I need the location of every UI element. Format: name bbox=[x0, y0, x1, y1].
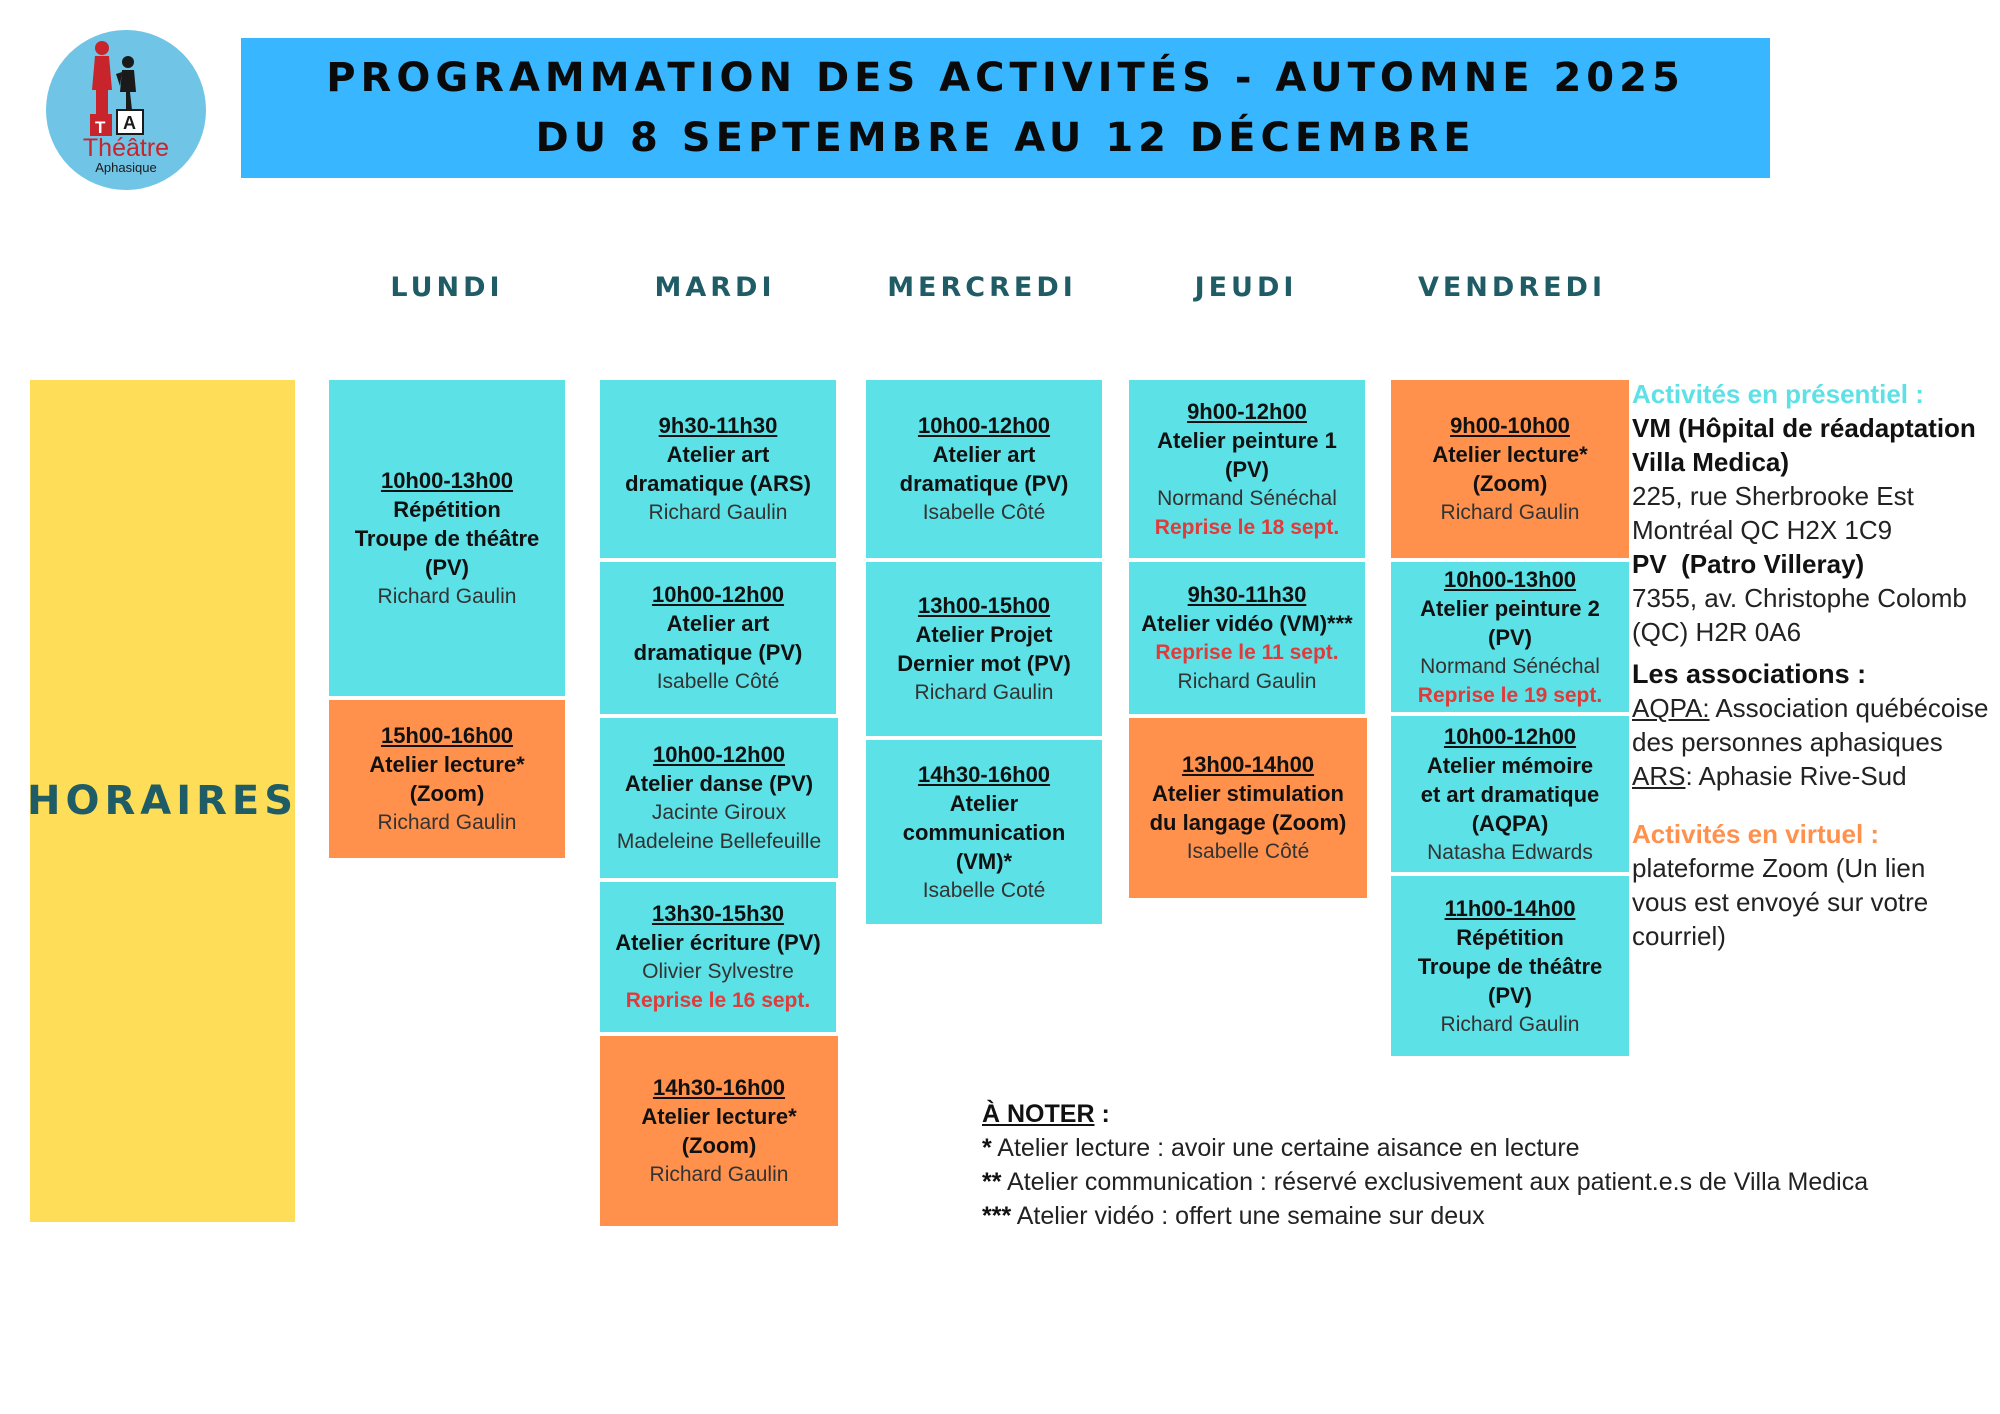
horaires-column bbox=[26, 380, 299, 1222]
activity-instructor: Richard Gaulin bbox=[377, 584, 517, 608]
activity-title: Dernier mot (PV) bbox=[897, 651, 1071, 676]
activity-lundi-1 bbox=[329, 380, 565, 696]
note-text: Atelier communication : réservé exclusivement aux patient.e.s de Villa Medica bbox=[1001, 1168, 1869, 1196]
notes-heading: À NOTER bbox=[982, 1100, 1095, 1128]
vm-name-cont: Villa Medica) bbox=[1632, 447, 1790, 477]
page-title-line1: PROGRAMMATION DES ACTIVITÉS - AUTOMNE 2025 bbox=[326, 55, 1685, 101]
ars-desc: : Aphasie Rive-Sud bbox=[1685, 761, 1907, 791]
activity-mardi-3 bbox=[600, 718, 838, 878]
notes-heading-colon: : bbox=[1094, 1100, 1110, 1128]
vm-address: 225, rue Sherbrooke Est bbox=[1632, 481, 1914, 511]
activity-instructor: Isabelle Côté bbox=[922, 501, 1046, 524]
activity-time: 9h30-11h30 bbox=[1187, 582, 1307, 607]
activity-jeudi-1 bbox=[1129, 380, 1365, 558]
page-title-line2: DU 8 SEPTEMBRE AU 12 DÉCEMBRE bbox=[535, 115, 1476, 161]
activity-title: Atelier art bbox=[932, 442, 1036, 467]
activity-vendredi-4 bbox=[1391, 876, 1629, 1056]
activity-instructor: Jacinte Giroux bbox=[651, 801, 787, 824]
day-header-lundi: LUNDI bbox=[390, 272, 504, 303]
activity-time: 14h30-16h00 bbox=[917, 761, 1051, 787]
activity-instructor: Isabelle Côté bbox=[1186, 840, 1310, 863]
day-header-jeudi: JEUDI bbox=[1194, 272, 1298, 303]
pv-address: 7355, av. Christophe Colomb bbox=[1632, 583, 1967, 613]
activity-time: 10h00-12h00 bbox=[651, 582, 785, 607]
activity-time: 13h00-14h00 bbox=[1181, 752, 1315, 777]
activity-title: Atelier peinture 1 bbox=[1157, 427, 1337, 453]
activity-mardi-4 bbox=[600, 882, 836, 1032]
activity-title: du langage (Zoom) bbox=[1149, 810, 1347, 835]
activity-reprise-note: Reprise le 18 sept. bbox=[1154, 515, 1340, 539]
activity-title: Atelier art bbox=[666, 442, 770, 467]
day-header-vendredi: VENDREDI bbox=[1417, 272, 1607, 303]
activity-title: Répétition bbox=[1456, 924, 1564, 950]
activity-title: (Zoom) bbox=[409, 781, 485, 806]
day-header-mardi: MARDI bbox=[654, 272, 776, 303]
activity-title: Atelier art bbox=[666, 611, 770, 636]
activity-instructor: Normand Sénéchal bbox=[1157, 486, 1337, 510]
activity-instructor: Richard Gaulin bbox=[1440, 1012, 1580, 1036]
activity-time: 10h00-13h00 bbox=[1443, 566, 1577, 592]
aqpa-abbr: AQPA: bbox=[1632, 693, 1710, 723]
activity-time: 13h30-15h30 bbox=[651, 901, 785, 926]
activity-title: (AQPA) bbox=[1471, 810, 1549, 836]
logo-text-aphasique: Aphasique bbox=[95, 160, 157, 175]
activity-instructor: Olivier Sylvestre bbox=[642, 960, 794, 983]
activity-title: communication bbox=[902, 819, 1066, 845]
activity-instructor: Madeleine Bellefeuille bbox=[616, 830, 822, 853]
pv-city: (QC) H2R 0A6 bbox=[1632, 617, 1802, 647]
activity-instructor: Richard Gaulin bbox=[1440, 501, 1580, 524]
activity-title: dramatique (ARS) bbox=[625, 471, 811, 496]
activity-mardi-1 bbox=[600, 380, 836, 558]
virtuel-text-2: vous est envoyé sur votre bbox=[1632, 887, 1929, 917]
activity-title: (PV) bbox=[425, 554, 469, 580]
activity-title: dramatique (PV) bbox=[633, 640, 803, 665]
activity-title: (PV) bbox=[1488, 624, 1532, 650]
activity-time: 15h00-16h00 bbox=[380, 723, 514, 748]
activity-mercredi-1 bbox=[866, 380, 1102, 558]
vm-city: Montréal QC H2X 1C9 bbox=[1632, 515, 1893, 545]
activity-title: (Zoom) bbox=[1472, 471, 1548, 496]
activity-title: Atelier Projet bbox=[915, 622, 1053, 647]
activity-title: Atelier vidéo (VM)*** bbox=[1141, 611, 1353, 636]
note-item bbox=[982, 1165, 1868, 1199]
activity-title: (VM)* bbox=[955, 848, 1013, 874]
activity-time: 14h30-16h00 bbox=[652, 1075, 786, 1100]
aqpa-desc-cont: des personnes aphasiques bbox=[1632, 727, 1943, 757]
activity-title: Atelier écriture (PV) bbox=[615, 930, 821, 955]
activity-time: 9h00-12h00 bbox=[1187, 398, 1307, 424]
note-mark: *** bbox=[982, 1202, 1012, 1230]
activity-title: Atelier danse (PV) bbox=[624, 771, 814, 796]
notes-section bbox=[982, 1097, 1868, 1233]
note-text: Atelier vidéo : offert une semaine sur deux bbox=[1011, 1202, 1485, 1230]
activity-jeudi-2 bbox=[1129, 562, 1365, 714]
activity-title: Atelier lecture* bbox=[369, 752, 525, 777]
presentiel-heading: Activités en présentiel : bbox=[1632, 379, 1924, 409]
activity-title: Répétition bbox=[393, 496, 501, 522]
activity-jeudi-3 bbox=[1129, 718, 1367, 898]
activity-time: 10h00-12h00 bbox=[1443, 723, 1577, 749]
note-item bbox=[982, 1199, 1868, 1233]
activity-title: (PV) bbox=[1488, 982, 1532, 1008]
activity-instructor: Normand Sénéchal bbox=[1420, 654, 1600, 678]
activity-title: Atelier lecture* bbox=[1432, 442, 1588, 467]
note-item bbox=[982, 1131, 1868, 1165]
activity-title: Troupe de théâtre bbox=[1417, 953, 1603, 979]
activity-vendredi-3 bbox=[1391, 716, 1629, 872]
note-mark: ** bbox=[982, 1168, 1002, 1196]
note-text: Atelier lecture : avoir une certaine aisance en lecture bbox=[991, 1134, 1580, 1162]
activity-title: Troupe de théâtre bbox=[354, 525, 540, 551]
activity-title: Atelier lecture* bbox=[641, 1104, 797, 1129]
activity-reprise-note: Reprise le 19 sept. bbox=[1417, 683, 1603, 707]
title-banner bbox=[241, 38, 1770, 178]
info-panel bbox=[1632, 377, 1989, 953]
horaires-label: HORAIRES bbox=[26, 778, 299, 824]
virtuel-text-3: courriel) bbox=[1632, 921, 1726, 951]
activity-instructor: Natasha Edwards bbox=[1427, 840, 1593, 864]
activity-time: 13h00-15h00 bbox=[917, 593, 1051, 618]
activity-title: Atelier peinture 2 bbox=[1420, 595, 1600, 621]
virtuel-heading: Activités en virtuel : bbox=[1632, 819, 1880, 849]
activity-vendredi-1 bbox=[1391, 380, 1629, 558]
activity-instructor: Isabelle Coté bbox=[922, 878, 1046, 902]
pv-abbr: PV bbox=[1632, 549, 1667, 579]
activity-instructor: Isabelle Côté bbox=[656, 670, 780, 693]
activity-instructor: Richard Gaulin bbox=[1177, 670, 1317, 693]
activity-time: 10h00-13h00 bbox=[380, 467, 514, 493]
activity-mercredi-3 bbox=[866, 740, 1102, 924]
activity-instructor: Richard Gaulin bbox=[648, 501, 788, 524]
activity-instructor: Richard Gaulin bbox=[377, 811, 517, 834]
activity-instructor: Richard Gaulin bbox=[914, 681, 1054, 704]
activity-title: dramatique (PV) bbox=[899, 471, 1069, 496]
pv-name: (Patro Villeray) bbox=[1681, 549, 1865, 579]
activity-title: (Zoom) bbox=[681, 1133, 757, 1158]
aqpa-desc: Association québécoise bbox=[1715, 693, 1989, 723]
activity-reprise-note: Reprise le 11 sept. bbox=[1155, 641, 1339, 664]
activity-lundi-2 bbox=[329, 700, 565, 858]
activity-time: 10h00-12h00 bbox=[917, 413, 1051, 438]
activity-instructor: Richard Gaulin bbox=[649, 1163, 789, 1186]
activity-mardi-2 bbox=[600, 562, 836, 714]
activity-title: et art dramatique bbox=[1420, 781, 1600, 807]
ars-abbr: ARS bbox=[1632, 761, 1686, 791]
associations-heading: Les associations : bbox=[1632, 659, 1867, 689]
virtuel-text-1: plateforme Zoom (Un lien bbox=[1632, 853, 1926, 883]
activity-title: Atelier mémoire bbox=[1426, 752, 1594, 778]
day-header-mercredi: MERCREDI bbox=[887, 272, 1077, 303]
activity-time: 9h00-10h00 bbox=[1450, 413, 1570, 438]
logo-badge-t: T bbox=[95, 118, 106, 137]
activity-time: 10h00-12h00 bbox=[652, 742, 786, 767]
logo-badge-a: A bbox=[123, 113, 136, 133]
activity-reprise-note: Reprise le 16 sept. bbox=[625, 989, 811, 1012]
activity-mercredi-2 bbox=[866, 562, 1102, 736]
activity-title: (PV) bbox=[1225, 456, 1269, 482]
activity-mardi-5 bbox=[600, 1036, 838, 1226]
theatre-aphasique-logo bbox=[46, 30, 206, 190]
activity-time: 11h00-14h00 bbox=[1444, 895, 1576, 921]
activity-title: Atelier stimulation bbox=[1152, 781, 1344, 806]
activity-vendredi-2 bbox=[1391, 562, 1629, 712]
activity-time: 9h30-11h30 bbox=[658, 413, 778, 438]
note-mark: * bbox=[982, 1134, 992, 1162]
logo-text-theatre: Théâtre bbox=[82, 134, 170, 162]
activity-title: Atelier bbox=[949, 790, 1019, 816]
vm-name: VM (Hôpital de réadaptation bbox=[1632, 413, 1976, 443]
